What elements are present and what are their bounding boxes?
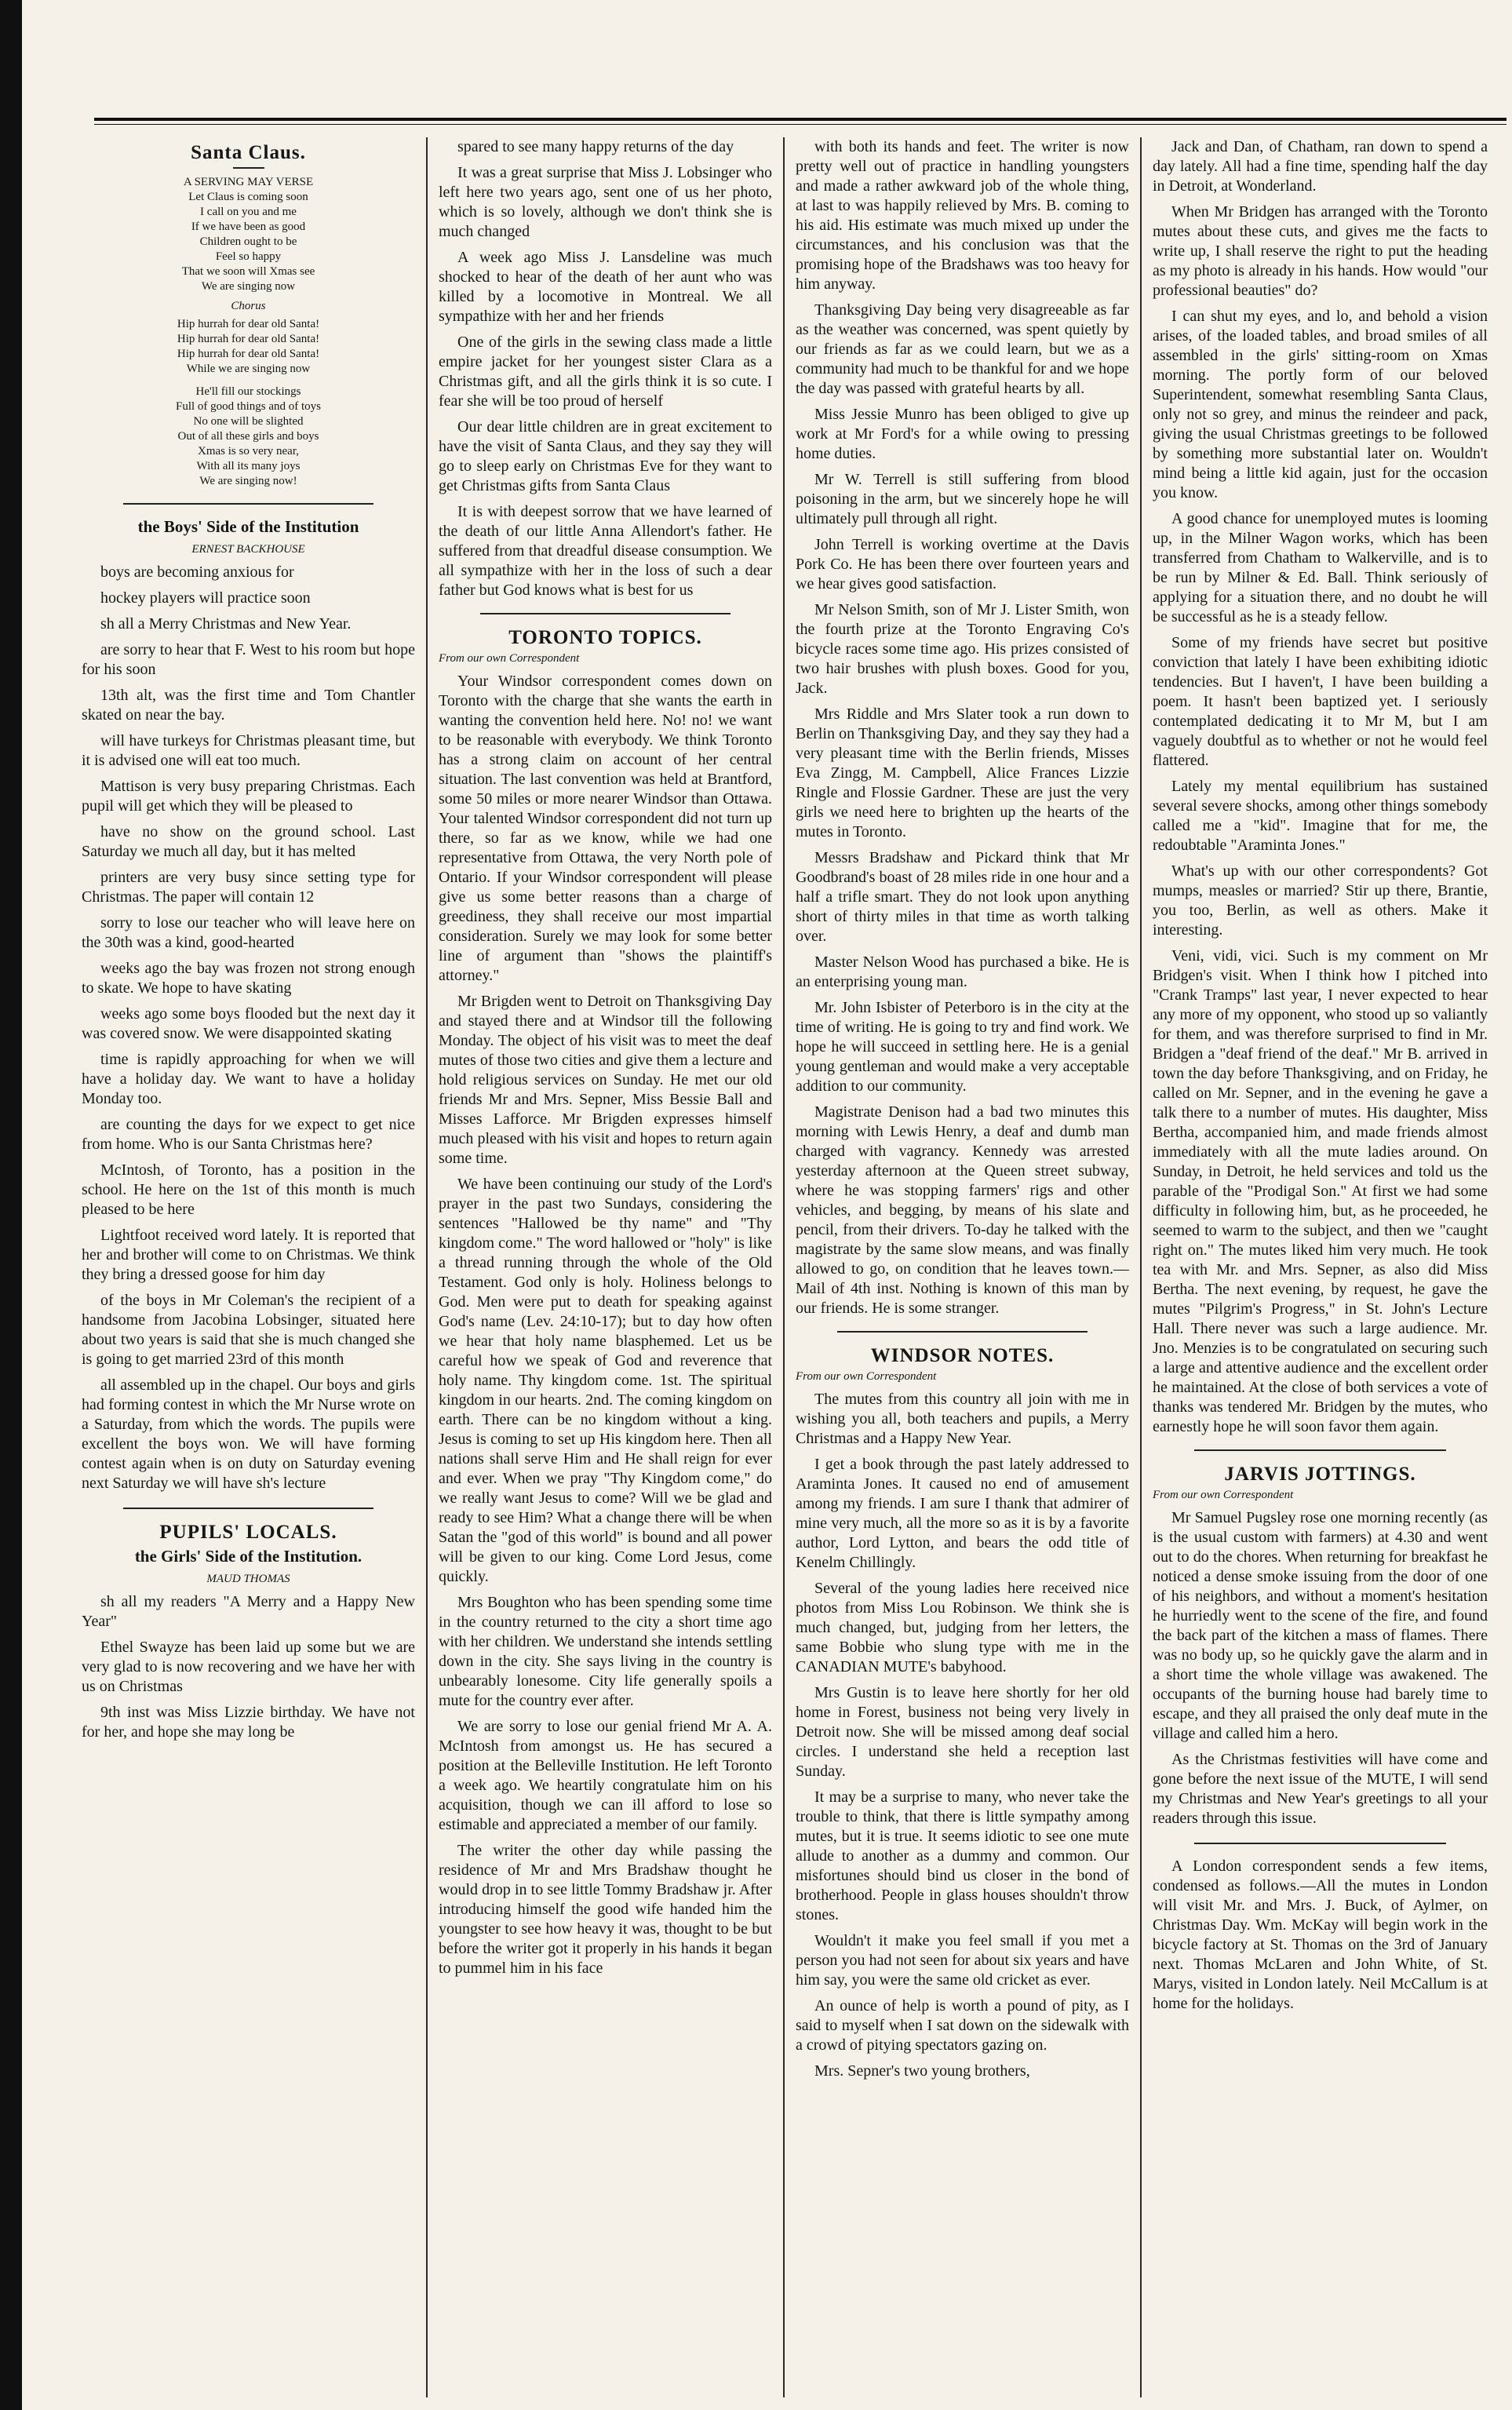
pupils-locals-title: PUPILS' LOCALS.	[159, 1522, 337, 1543]
article-paragraph: Mr. John Isbister of Peterboro is in the city at the time of writing. He is going to try and find work. We hope he will succeed in settling here. He is a genial young gentleman and would make a very acceptable addition to our community.	[796, 999, 1129, 1095]
article-paragraph: It may be a surprise to many, who never take the trouble to think, that there is little sympathy among mutes, but it is true. It seems idiotic to see one mute allude to another as a dummy and common. Our misfortunes should bind us closer in the bond of brotherhood. People in glass houses shouldn't throw stones.	[796, 1788, 1129, 1923]
top-rule-thin	[94, 124, 1507, 125]
article-paragraph: An ounce of help is worth a pound of pity, as I said to myself when I sat down on the sidewalk with a crowd of pitying spectators gazing on.	[796, 1997, 1129, 2054]
article-paragraph: Thanksgiving Day being very disagreeable as far as the weather was concerned, was spent quietly by our friends as far as we could learn, but we as a community had much to be thankful for and we hope the day was passed with grateful hearts by all.	[796, 301, 1129, 397]
article-paragraph: Your Windsor correspondent comes down on Toronto with the charge that she wants the earth in wanting the convention held here. No! no! we want to be reasonable with everybody. We think Toronto has a strong claim on account of her central situation. The last convention was held at Brantford, some 50 miles or more nearer Windsor than Ottawa. Your talented Windsor correspondent did not turn up there, so far as we know, while we had one representative from Ottawa, the very North pole of Ontario. If your Windsor correspondent will please give us some better reasons than a charge of greediness, they shall receive our most impartial consideration. Surely we may look for some better line of argument than "shows the plaintiff's attorney."	[439, 673, 772, 984]
poem-line: We are singing now	[201, 280, 296, 293]
newspaper-columns	[71, 137, 1499, 2397]
boys-side-section	[82, 517, 415, 1493]
poem-line: Children ought to be	[199, 235, 297, 248]
poem-line: Hip hurrah for dear old Santa!	[177, 333, 320, 345]
poem-verse	[82, 175, 415, 489]
poem-line: Let Claus is coming soon	[188, 191, 308, 203]
article-paragraph: We are sorry to lose our genial friend Mr A. A. McIntosh from amongst us. He has secured a position at the Belleville Institution. He left Toronto a week ago. We heartily congratulate him on his acquisition, though we can ill afford to lose so estimable and appreciated a member of our family.	[439, 1718, 772, 1833]
article-paragraph: Wouldn't it make you feel small if you met a person you had not seen for about six years and have him say, you were the same old cricket as ever.	[796, 1932, 1129, 1989]
section-divider	[1194, 1843, 1445, 1844]
article-paragraph: Lightfoot received word lately. It is reported that her and brother will come to on Christmas. We think they bring a dressed goose for him day	[82, 1227, 415, 1283]
poem-line: Feel so happy	[215, 250, 282, 263]
article-paragraph: The mutes from this country all join with me in wishing you all, both teachers and pupils, a Merry Christmas and a Happy New Year.	[796, 1391, 1129, 1447]
chorus-label: Chorus	[231, 300, 266, 312]
article-paragraph: time is rapidly approaching for when we will have a holiday day. We want to have a holiday Monday too.	[82, 1051, 415, 1107]
jarvis-jottings-byline: From our own Correspondent	[1153, 1489, 1294, 1501]
article-paragraph: Mr Nelson Smith, son of Mr J. Lister Smith, won the fourth prize at the Toronto Engraving Co's bicycle races some time ago. His prizes consisted of two hair brushes with plush boxes. Good for you, Jack.	[796, 601, 1129, 697]
page-binding-edge	[0, 0, 22, 2410]
article-paragraph: When Mr Bridgen has arranged with the Toronto mutes about these cuts, and gives me the facts to write up, I shall reserve the right to put the heading as my photo is already in his hands. How would "our professional beauties" do?	[1153, 203, 1488, 299]
article-paragraph: The writer the other day while passing the residence of Mr and Mrs Bradshaw thought he would drop in to see little Tommy Bradshaw jr. After introducing himself the good wife handed him the youngster to see how heavy it was, thought to be but before the writer got it properly in his hands it began to pummel him in his face	[439, 1842, 772, 1977]
article-paragraph: 9th inst was Miss Lizzie birthday. We have not for her, and hope she may long be	[82, 1704, 415, 1741]
article-paragraph: have no show on the ground school. Last Saturday we much all day, but it has melted	[82, 823, 415, 860]
article-paragraph: We have been continuing our study of the Lord's prayer in the past two Sundays, considering the sentences "Hallowed be thy name" and "Thy kingdom come." The word hallowed or "holy" is like a thread running through the whole of the Old Testament. God only is holy. Holiness belongs to God. Men were put to death for speaking against God's name (Lev. 24:10-17); but to day how often we hear that holy name blasphemed. Let us be careful how we speak of God and reverence that holy name. Thy kingdom come. 1st. The spiritual kingdom in our hearts. 2nd. The coming kingdom on earth. There can be no kingdom without a king. Jesus is coming to set up His kingdom here. Then all nations shall serve Him and He shall reign for ever and ever. When we pray "Thy Kingdom come," do we really want Jesus to come? Will we be glad and ready to see Him? What a change there will be when Satan the "god of this world" is bound and all power will be given to our king. Come Lord Jesus, come quickly.	[439, 1176, 772, 1585]
poem-line: I call on you and me	[200, 206, 297, 218]
jarvis-jottings-section	[1153, 1464, 1488, 1828]
article-paragraph: Miss Jessie Munro has been obliged to give up work at Mr Ford's for a while owing to pressing home duties.	[796, 406, 1129, 462]
article-paragraph: boys are becoming anxious for	[100, 563, 294, 581]
article-paragraph: will have turkeys for Christmas pleasant time, but it is advised one will eat too much.	[82, 732, 415, 769]
article-paragraph: Mrs. Sepner's two young brothers,	[814, 2062, 1030, 2080]
section-divider	[123, 503, 373, 505]
boys-side-byline: ERNEST BACKHOUSE	[191, 543, 305, 556]
poem-line: Out of all these girls and boys	[177, 430, 319, 443]
poem-line: If we have been as good	[191, 221, 306, 233]
article-paragraph: are sorry to hear that F. West to his room but hope for his soon	[82, 641, 415, 678]
poem-line: While we are singing now	[186, 363, 311, 375]
poem-byline: A SERVING MAY VERSE	[183, 176, 314, 188]
girls-side-title: the Girls' Side of the Institution.	[134, 1547, 363, 1566]
column-4	[1142, 137, 1499, 2397]
jarvis-jottings-title: JARVIS JOTTINGS.	[1224, 1464, 1416, 1485]
poem-line: Hip hurrah for dear old Santa!	[177, 348, 320, 360]
article-paragraph: A London correspondent sends a few items, condensed as follows.—All the mutes in London will visit Mr. and Mrs. J. Buck, of Aylmer, on Christmas Day. Wm. McKay will begin work in the bicycle factory at St. Thomas on the 3rd of January next. Thomas McLaren and John White, of St. Marys, visited in London lately. Neil McCallum is at home for the holidays.	[1153, 1858, 1488, 2012]
poem-line: Xmas is so very near,	[198, 445, 299, 458]
article-paragraph: Several of the young ladies here received nice photos from Miss Lou Robinson. We think she is much changed, but, judging from her letters, the same Bobbie who slung type with me in the CANADIAN MUTE's babyhood.	[796, 1580, 1129, 1675]
girls-side-byline: MAUD THOMAS	[206, 1573, 290, 1585]
poem-line: No one will be slighted	[193, 415, 304, 428]
boys-side-title: the Boys' Side of the Institution	[137, 517, 359, 536]
section-divider	[480, 613, 730, 614]
poem-line: We are singing now!	[199, 475, 297, 487]
santa-claus-title: Santa Claus.	[191, 142, 306, 163]
article-paragraph: of the boys in Mr Coleman's the recipient of a handsome from Jacobina Lobsinger, situated here about two years is said that she is much changed she is going to get married 23rd of this month	[82, 1292, 415, 1368]
article-paragraph: Veni, vidi, vici. Such is my comment on Mr Bridgen's visit. When I think how I pitched into "Crank Tramps" last year, I never expected to hear any more of my opponent, who stood up so valiantly for them, and was therefore surprised to find in Mr. Bridgen a "deaf friend of the deaf." Mr B. arrived in town the day before Thanksgiving, and on Friday, he called on Mr. Sepner, and in the evening he gave a talk there to a number of mutes. His daughter, Miss Bertha, accompanied him, and made friends almost immediately with all the mute ladies around. On Sunday, in Detroit, he held services and told us the parable of the "Prodigal Son." At first we had some difficulty in following him, but, as he proceeded, he seemed to warm to the subject, and then we "caught right on." The mutes liked him very much. He took tea with Mr. and Mrs. Sepner, as also did Miss Bertha. The next evening, by request, he gave the mutes "Pilgrim's Progress," in St. John's Lecture Hall. There never was such a large audience. Mr. Jno. Menzies is to be congratulated on securing such a large and attentive audience and the excellent order he maintained. At the close of both services a vote of thanks was tendered Mr. Bridgen by the mutes, who earnestly hope he will soon favor them again.	[1153, 947, 1488, 1435]
article-paragraph: Messrs Bradshaw and Pickard think that Mr Goodbrand's boast of 28 miles ride in one hour and a half a trifle smart. They do not look upon anything short of thirty miles in that time as worth talking over.	[796, 849, 1129, 945]
santa-claus-poem	[82, 142, 415, 489]
article-paragraph: It was a great surprise that Miss J. Lobsinger who left here two years ago, sent one of us her photo, which is so lovely, although we don't think she is much changed	[439, 164, 772, 240]
windsor-notes-byline: From our own Correspondent	[796, 1370, 937, 1383]
article-paragraph: A week ago Miss J. Lansdeline was much shocked to hear of the death of her aunt who was killed by a locomotive in Montreal. We all sympathize with her and her friends	[439, 249, 772, 325]
article-paragraph: Mr Brigden went to Detroit on Thanksgiving Day and stayed there and at Windsor till the following Monday. The object of his visit was to meet the deaf mutes of those two cities and give them a lecture and hold religious services on Sunday. He met our old friends Mr and Mrs. Sepner, Miss Bessie Ball and Misses Lafforce. Mr Brigden expresses himself much pleased with his visit and hopes to return again some time.	[439, 993, 772, 1167]
article-paragraph: I get a book through the past lately addressed to Araminta Jones. It caused no end of amusement among my friends. I am sure I thank that admirer of mine very much, all the more so as it is by a favorite author, Lord Lytton, and bears the odd title of Kenelm Chillingly.	[796, 1456, 1129, 1571]
section-divider	[123, 1508, 373, 1509]
article-paragraph: hockey players will practice soon	[100, 589, 311, 607]
poem-line: That we soon will Xmas see	[181, 265, 315, 278]
article-paragraph: Mrs Gustin is to leave here shortly for her old home in Forest, business not being very lively in Detroit now. She will be missed among deaf social circles. I understand she held a reception last Sunday.	[796, 1684, 1129, 1780]
article-paragraph: Lately my mental equilibrium has sustained several severe shocks, among other things somebody called me a "kid". Imagine that for me, the redoubtable "Araminta Jones."	[1153, 778, 1488, 854]
london-items-section	[1153, 1857, 1488, 2014]
article-paragraph: One of the girls in the sewing class made a little empire jacket for her youngest sister Clara as a Christmas gift, and all the girls think it is so cute. I fear she will be too proud of herself	[439, 334, 772, 410]
toronto-topics-byline: From our own Correspondent	[439, 652, 580, 665]
column-2	[428, 137, 785, 2397]
article-paragraph: Mr W. Terrell is still suffering from blood poisoning in the arm, but we sincerely hope he will ultimately pull through all right.	[796, 471, 1129, 527]
article-paragraph: Mrs Riddle and Mrs Slater took a run down to Berlin on Thanksgiving Day, and they say they had a very pleasant time with the Berlin friends, Misses Eva Zingg, M. Campbell, Alice Frances Lizzie Ringle and Flossie Gardner. These are just the very girls we need here to brighten up the hearts of the mutes in Toronto.	[796, 705, 1129, 840]
windsor-notes-section	[796, 1345, 1129, 2081]
article-paragraph: Master Nelson Wood has purchased a bike. He is an enterprising young man.	[796, 953, 1129, 990]
article-paragraph: What's up with our other correspondents? Got mumps, measles or married? Stir up there, Brantie, you too, Berlin, as well as others. Make it interesting.	[1153, 862, 1488, 939]
article-paragraph: As the Christmas festivities will have come and gone before the next issue of the MUTE, I will send my Christmas and New Year's greetings to all your readers through this issue.	[1153, 1751, 1488, 1827]
section-divider	[837, 1331, 1088, 1333]
windsor-notes-title: WINDSOR NOTES.	[870, 1345, 1055, 1366]
title-dash	[233, 167, 264, 169]
article-paragraph: are counting the days for we expect to get nice from home. Who is our Santa Christmas here?	[82, 1116, 415, 1153]
column-3	[785, 137, 1142, 2397]
article-paragraph: Magistrate Denison had a bad two minutes this morning with Lewis Henry, a deaf and dumb man charged with vagrancy. Kennedy was arrested yesterday afternoon at the Queen street subway, where he was stopping farmers' rigs and other vehicles, and begging, by means of his slate and pencil, from their drivers. To-day he talked with the magistrate by the same slow means, and was finally allowed to go, on condition that he leaves town.—Mail of 4th inst. Nothing is known of this man by our friends. He is some stranger.	[796, 1103, 1129, 1317]
toronto-topics-section	[439, 627, 772, 1978]
article-paragraph: John Terrell is working overtime at the Davis Pork Co. He has been there over fourteen years and we hear gives good satisfaction.	[796, 536, 1129, 592]
article-paragraph: spared to see many happy returns of the day	[457, 138, 734, 155]
top-rule	[94, 118, 1507, 121]
article-paragraph: weeks ago the bay was frozen not strong enough to skate. We hope to have skating	[82, 960, 415, 997]
article-paragraph: weeks ago some boys flooded but the next day it was covered snow. We were disappointed skating	[82, 1005, 415, 1042]
article-paragraph: It is with deepest sorrow that we have learned of the death of our little Anna Allendort's father. He suffered from that dreadful disease consumption. We all sympathize with her in the loss of such a dear father but God knows what is best for us	[439, 503, 772, 599]
poem-line: He'll fill our stockings	[195, 385, 301, 398]
article-paragraph: I can shut my eyes, and lo, and behold a vision arises, of the loaded tables, and broad smiles of all assembled in the girls' sitting-room on Xmas morning. The portly form of our beloved Superintendent, somewhat resembling Santa Claus, only not so grey, and minus the reindeer and pack, giving the usual Christmas greetings to be followed by something more substantial later on. Wouldn't mind being a little kid again, just for the occasion you know.	[1153, 308, 1488, 501]
poem-line: Full of good things and of toys	[175, 400, 321, 413]
article-paragraph: Some of my friends have secret but positive conviction that lately I have been exhibiting idiotic tendencies. But I haven't, I have been building a poem. It hasn't been baptized yet. I seriously contemplated dedicating it to Mr M, but I am vaguely doubtful as to whether or not he would feel flattered.	[1153, 634, 1488, 769]
article-paragraph: sh all my readers "A Merry and a Happy New Year"	[82, 1593, 415, 1630]
article-paragraph: sorry to lose our teacher who will leave here on the 30th was a kind, good-hearted	[82, 914, 415, 951]
column-1	[71, 137, 428, 2397]
poem-line: With all its many joys	[196, 460, 301, 472]
article-paragraph: with both its hands and feet. The writer is now pretty well out of practice in handling youngsters and made a rather awkward job of the whole thing, at last to was happily relieved by Mrs. B. coming to his aid. His estimate was much mixed up under the circumstances, and his conclusion was that the promising hope of the Bradshaws was too heavy for him anyway.	[796, 138, 1129, 293]
article-paragraph: printers are very busy since setting type for Christmas. The paper will contain 12	[82, 869, 415, 906]
article-paragraph: A good chance for unemployed mutes is looming up, in the Milner Wagon works, which has been transferred from Chatham to Walkerville, and is to be run by Milner & Ed. Ball. Think seriously of applying for a situation there, and no doubt he will be successful as he is a steady fellow.	[1153, 510, 1488, 625]
article-paragraph: all assembled up in the chapel. Our boys and girls had forming contest in which the Mr Nurse wrote on a Saturday, from which the words. The pupils were excellent the boys won. We will have forming contest again when is on duty on Saturday evening next Saturday we will have sh's lecture	[82, 1376, 415, 1492]
article-paragraph: 13th alt, was the first time and Tom Chantler skated on near the bay.	[82, 687, 415, 724]
article-paragraph: sh all a Merry Christmas and New Year.	[100, 615, 352, 633]
poem-line: Hip hurrah for dear old Santa!	[177, 318, 320, 330]
article-paragraph: Mrs Boughton who has been spending some time in the country returned to the city a short time ago with her children. We understand she intends settling down in the city. She says living in the country is unbearably lonesome. City life generally spoils a mute for the country ever after.	[439, 1594, 772, 1709]
article-paragraph: McIntosh, of Toronto, has a position in the school. He here on the 1st of this month is much pleased to be here	[82, 1161, 415, 1218]
article-paragraph: Our dear little children are in great excitement to have the visit of Santa Claus, and they say they will go to sleep early on Christmas Eve for they want to get Christmas gifts from Santa Claus	[439, 418, 772, 494]
toronto-topics-title: TORONTO TOPICS.	[508, 627, 702, 648]
article-paragraph: Mr Samuel Pugsley rose one morning recently (as is the usual custom with farmers) at 4.30 and went out to do the chores. When returning for breakfast he noticed a dense smoke issuing from the door of one of his neighbors, and without a moment's hesitation he hurriedly went to the scene of the fire, and found the back part of the kitchen a mass of flames. There was no body up, so he quickly gave the alarm and in a short time the whole village was awakened. The occupants of the burning house had barely time to escape, and they all praised the only deaf mute in the village and called him a hero.	[1153, 1509, 1488, 1742]
article-paragraph: Ethel Swayze has been laid up some but we are very glad to is now recovering and we have her with us on Christmas	[82, 1639, 415, 1695]
section-divider	[1194, 1449, 1445, 1451]
article-paragraph: Mattison is very busy preparing Christmas. Each pupil will get which they will be pleased to	[82, 778, 415, 815]
article-paragraph: Jack and Dan, of Chatham, ran down to spend a day lately. All had a fine time, spending half the day in Detroit, at Wonderland.	[1153, 138, 1488, 195]
pupils-locals-section	[82, 1522, 415, 1742]
